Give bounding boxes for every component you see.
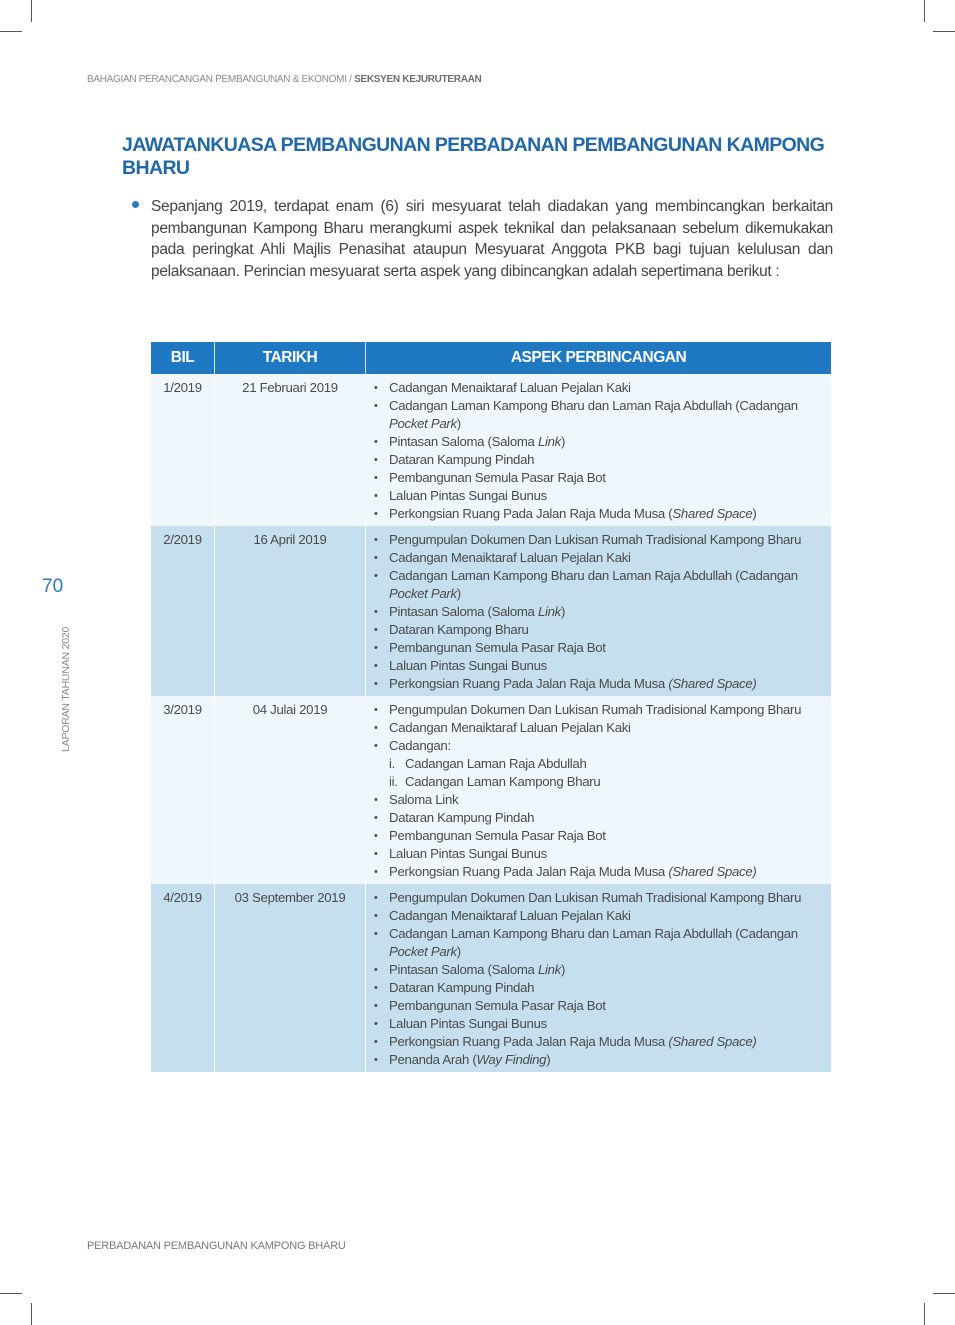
sub-topic-text: Cadangan Laman Raja Abdullah [405,756,587,771]
topic-item [374,549,823,567]
topic-suffix: ) [456,944,461,959]
topic-text: Cadangan Laman Kampong Bharu dan Laman Raja Abdullah (Cadangan [389,926,798,941]
topic-item [374,827,823,845]
topic-text: Saloma Link [389,792,459,807]
topic-text: Pembangunan Semula Pasar Raja Bot [389,470,606,485]
topic-text: Cadangan Menaiktaraf Laluan Pejalan Kaki [389,720,631,735]
bullet-icon [132,201,139,208]
topic-list [374,531,823,693]
running-header [87,74,481,85]
sub-topic-text: Cadangan Laman Kampong Bharu [405,774,601,789]
topic-item [374,451,823,469]
topic-item [374,719,823,737]
sub-topic-number: i. [389,756,395,771]
crop-mark-bottom-right-v [924,1303,925,1325]
crop-mark-bottom-left-h [0,1293,22,1294]
topic-text: Pengumpulan Dokumen Dan Lukisan Rumah Tradisional Kampong Bharu [389,532,802,547]
crop-mark-top-left-v [31,0,32,22]
topic-item [374,979,823,997]
topic-item [374,397,823,433]
topic-emphasis: Link [537,604,561,619]
topic-item [374,487,823,505]
report-label: LAPORAN TAHUNAN 2020 [60,626,72,752]
topic-item [374,925,823,961]
sub-topic-list [389,755,823,791]
topic-emphasis: Pocket Park [389,944,457,959]
topic-emphasis: Pocket Park [389,586,457,601]
cell-aspek [366,526,832,696]
topic-text: Perkongsian Ruang Pada Jalan Raja Muda Musa [389,864,669,879]
meetings-table [151,342,831,1072]
cell-aspek [366,696,832,884]
topic-text: Cadangan Laman Kampong Bharu dan Laman Raja Abdullah (Cadangan [389,568,798,583]
cell-bil: 4/2019 [151,884,215,1072]
table-row [151,374,831,526]
topic-item [374,791,823,809]
table-body [151,374,831,1072]
topic-suffix: ) [546,1052,551,1067]
topic-text: Dataran Kampung Pindah [389,810,535,825]
column-header-tarikh: TARIKH [215,342,366,374]
topic-item [374,1015,823,1033]
topic-list [374,701,823,881]
topic-text: Pintasan Saloma (Saloma [389,434,538,449]
topic-text: Dataran Kampong Bharu [389,622,529,637]
sub-topic-item [389,755,823,773]
topic-text: Perkongsian Ruang Pada Jalan Raja Muda Musa [389,676,669,691]
topic-text: Cadangan: [389,738,451,753]
topic-suffix: ) [560,604,566,619]
topic-text: Perkongsian Ruang Pada Jalan Raja Muda Musa [389,1034,669,1049]
topic-item [374,845,823,863]
table-row [151,884,831,1072]
topic-item [374,603,823,621]
topic-item [374,433,823,451]
topic-item [374,639,823,657]
topic-text: Dataran Kampung Pindah [389,452,535,467]
sub-topic-number: ii. [389,774,398,789]
cell-tarikh: 16 April 2019 [215,526,366,696]
topic-item [374,567,823,603]
topic-text: Perkongsian Ruang Pada Jalan Raja Muda Musa ( [389,506,673,521]
topic-text: Cadangan Menaiktaraf Laluan Pejalan Kaki [389,380,631,395]
topic-item [374,505,823,523]
topic-list [374,889,823,1069]
topic-emphasis: (Shared Space) [668,1034,757,1049]
crop-mark-top-right-v [924,0,925,22]
cell-tarikh: 21 Februari 2019 [215,374,366,526]
crop-mark-bottom-left-v [31,1303,32,1325]
topic-text: Laluan Pintas Sungai Bunus [389,658,547,673]
topic-item [374,997,823,1015]
topic-suffix: ) [752,506,757,521]
topic-text: Pengumpulan Dokumen Dan Lukisan Rumah Tradisional Kampong Bharu [389,890,802,905]
topic-suffix: ) [560,962,566,977]
cell-tarikh: 04 Julai 2019 [215,696,366,884]
crop-mark-top-left-h [0,31,22,32]
topic-item [374,907,823,925]
topic-suffix: ) [560,434,566,449]
topic-suffix: ) [456,586,461,601]
topic-item [374,961,823,979]
topic-suffix: ) [456,416,461,431]
column-header-aspek: ASPEK PERBINCANGAN [366,342,832,374]
topic-item [374,809,823,827]
topic-text: Laluan Pintas Sungai Bunus [389,1016,547,1031]
table-row [151,696,831,884]
footer-label: PERBADANAN PEMBANGUNAN KAMPONG BHARU [87,1240,346,1252]
topic-text: Laluan Pintas Sungai Bunus [389,488,547,503]
topic-item [374,863,823,881]
sub-topic-item [389,773,823,791]
section-title: JAWATANKUASA PEMBANGUNAN PERBADANAN PEMBANGUNAN KAMPONG BHARU [122,134,825,179]
cell-bil: 2/2019 [151,526,215,696]
topic-emphasis: Way Finding [476,1052,547,1067]
topic-emphasis: Link [537,434,561,449]
topic-text: Cadangan Laman Kampong Bharu dan Laman Raja Abdullah (Cadangan [389,398,798,413]
topic-item [374,675,823,693]
page-number: 70 [42,576,64,597]
topic-emphasis: Link [537,962,561,977]
topic-item [374,737,823,791]
topic-item [374,701,823,719]
topic-emphasis: Shared Space [672,506,753,521]
topic-list [374,379,823,523]
topic-text: Cadangan Menaiktaraf Laluan Pejalan Kaki [389,908,631,923]
cell-bil: 1/2019 [151,374,215,526]
crop-mark-top-right-h [933,31,955,32]
topic-text: Pembangunan Semula Pasar Raja Bot [389,998,606,1013]
column-header-bil: BIL [151,342,215,374]
topic-item [374,469,823,487]
topic-emphasis: (Shared Space) [668,676,757,691]
topic-item [374,379,823,397]
topic-text: Cadangan Menaiktaraf Laluan Pejalan Kaki [389,550,631,565]
topic-emphasis: (Shared Space) [668,864,757,879]
table-header-row [151,342,831,374]
cell-aspek [366,374,832,526]
topic-item [374,1033,823,1051]
topic-emphasis: Pocket Park [389,416,457,431]
cell-bil: 3/2019 [151,696,215,884]
topic-text: Penanda Arah ( [389,1052,477,1067]
topic-item [374,621,823,639]
topic-text: Dataran Kampung Pindah [389,980,535,995]
topic-text: Pembangunan Semula Pasar Raja Bot [389,828,606,843]
topic-text: Pintasan Saloma (Saloma [389,604,538,619]
cell-aspek [366,884,832,1072]
topic-item [374,1051,823,1069]
topic-item [374,889,823,907]
topic-text: Pembangunan Semula Pasar Raja Bot [389,640,606,655]
topic-item [374,657,823,675]
topic-item [374,531,823,549]
topic-text: Pintasan Saloma (Saloma [389,962,538,977]
topic-text: Laluan Pintas Sungai Bunus [389,846,547,861]
topic-text: Pengumpulan Dokumen Dan Lukisan Rumah Tradisional Kampong Bharu [389,702,802,717]
department-label: BAHAGIAN PERANCANGAN PEMBANGUNAN & EKONOMI / [87,74,355,85]
crop-mark-bottom-right-h [933,1293,955,1294]
table-row [151,526,831,696]
cell-tarikh: 03 September 2019 [215,884,366,1072]
intro-paragraph: Sepanjang 2019, terdapat enam (6) siri mesyuarat telah diadakan yang membincangkan berkaitan pembangunan Kampong Bharu merangkumi aspek teknikal dan pelaksanaan sebelum dikemukakan pada peringkat Ahli Majlis Penasihat ataupun Mesyuarat Anggota PKB bagi tujuan kelulusan dan pelaksanaan. Perincian mesyuarat serta aspek yang dibincangkan adalah sepertimana berikut : [151,198,833,280]
section-label: SEKSYEN KEJURUTERAAN [354,74,482,85]
